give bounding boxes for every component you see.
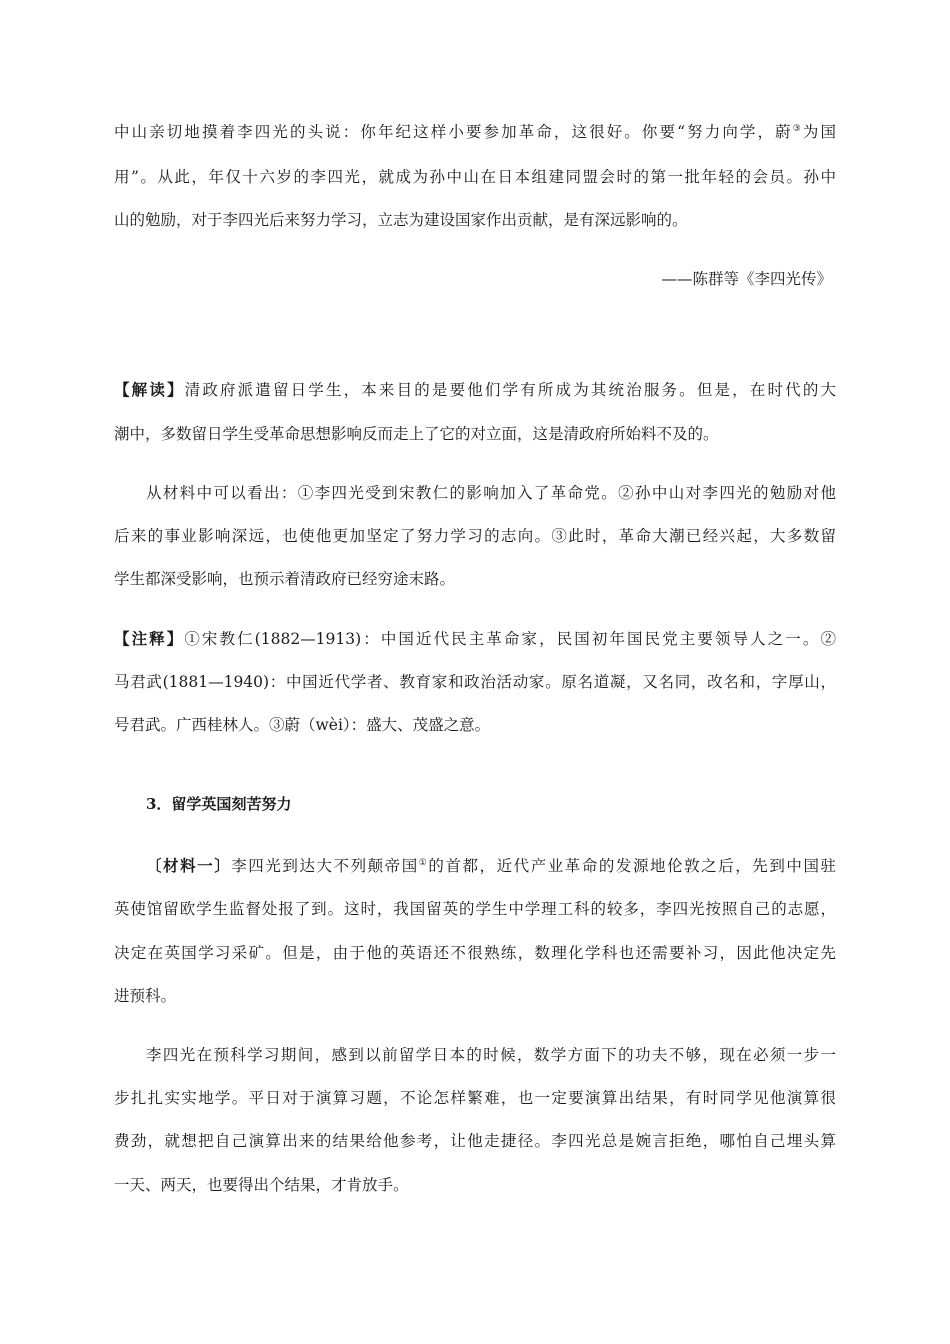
analysis-line3: 学生都深受影响，也预示着清政府已经穷途末路。 [114, 570, 456, 588]
paragraph2-line2: 步扎扎实实地学。平日对于演算习题，不论怎样繁难，也一定要演算出结果，有时同学见他演算很 [114, 1089, 836, 1107]
paragraph2-line4: 一天、两天，也要得出个结果，才肯放手。 [114, 1176, 409, 1194]
interpretation-label: 【解读】 [114, 380, 185, 399]
material1-line2: 英使馆留欧学生监督处报了到。这时，我国留英的学生中学理工科的较多，李四光按照自己的志愿， [114, 900, 836, 918]
interpretation-line1-text: 清政府派遣留日学生，本来目的是要他们学有所成为其统治服务。但是，在时代的大 [184, 381, 836, 399]
material1-line3: 决定在英国学习采矿。但是，由于他的英语还不很熟练，数理化学科也还需要补习，因此他决定先 [114, 944, 836, 962]
interpretation-line1 [114, 379, 836, 401]
section-heading: 3．留学英国刻苦努力 [146, 795, 292, 813]
passage1-line1 [114, 121, 836, 143]
passage1-line1-text: 中山亲切地摸着李四光的头说：你年纪这样小要参加革命，这很好。你要“努力向学，蔚 [114, 123, 793, 141]
passage1-line3: 山的勉励，对于李四光后来努力学习，立志为建设国家作出贡献，是有深远影响的。 [114, 211, 688, 229]
notes-line1 [114, 628, 836, 650]
passage1-source: ——陈群等《李四光传》 [661, 270, 832, 288]
footnote-marker: ① [418, 858, 429, 868]
footnote-marker: ③ [792, 124, 803, 134]
interpretation-line2: 潮中，多数留日学生受革命思想影响反而走上了它的对立面，这是清政府所始料不及的。 [114, 425, 719, 443]
material1-line1-text: 李四光到达大不列颠帝国 [231, 857, 419, 875]
passage1-line1-tail: 为国 [802, 123, 836, 141]
notes-line3: 号君武。广西桂林人。③蔚（wèi）：盛大、茂盛之意。 [114, 716, 491, 734]
material1-line4: 进预科。 [114, 987, 177, 1005]
notes-line2: 马君武(1881—1940)：中国近代学者、教育家和政治活动家。原名道凝，又名同，改名和，字厚山， [114, 673, 836, 691]
paragraph2-line1: 李四光在预科学习期间，感到以前留学日本的时候，数学方面下的功夫不够，现在必须一步一 [146, 1046, 836, 1064]
material1-line1 [146, 855, 836, 877]
material1-label: 〔材料一〕 [146, 856, 232, 875]
notes-line1-text: ①宋教仁(1882—1913)：中国近代民主革命家，民国初年国民党主要领导人之一。② [184, 630, 836, 648]
passage1-line2: 用”。从此，年仅十六岁的李四光，就成为孙中山在日本组建同盟会时的第一批年轻的会员。孙中 [114, 168, 836, 186]
paragraph2-line3: 费劲，就想把自己演算出来的结果给他参考，让他走捷径。李四光总是婉言拒绝，哪怕自己埋头算 [114, 1132, 836, 1150]
material1-line1-tail: 的首都，近代产业革命的发源地伦敦之后，先到中国驻 [428, 857, 836, 875]
analysis-line1: 从材料中可以看出：①李四光受到宋教仁的影响加入了革命党。②孙中山对李四光的勉励对他 [146, 484, 836, 502]
notes-label: 【注释】 [114, 629, 185, 648]
analysis-line2: 后来的事业影响深远，也使他更加坚定了努力学习的志向。③此时，革命大潮已经兴起，大多数留 [114, 527, 836, 545]
